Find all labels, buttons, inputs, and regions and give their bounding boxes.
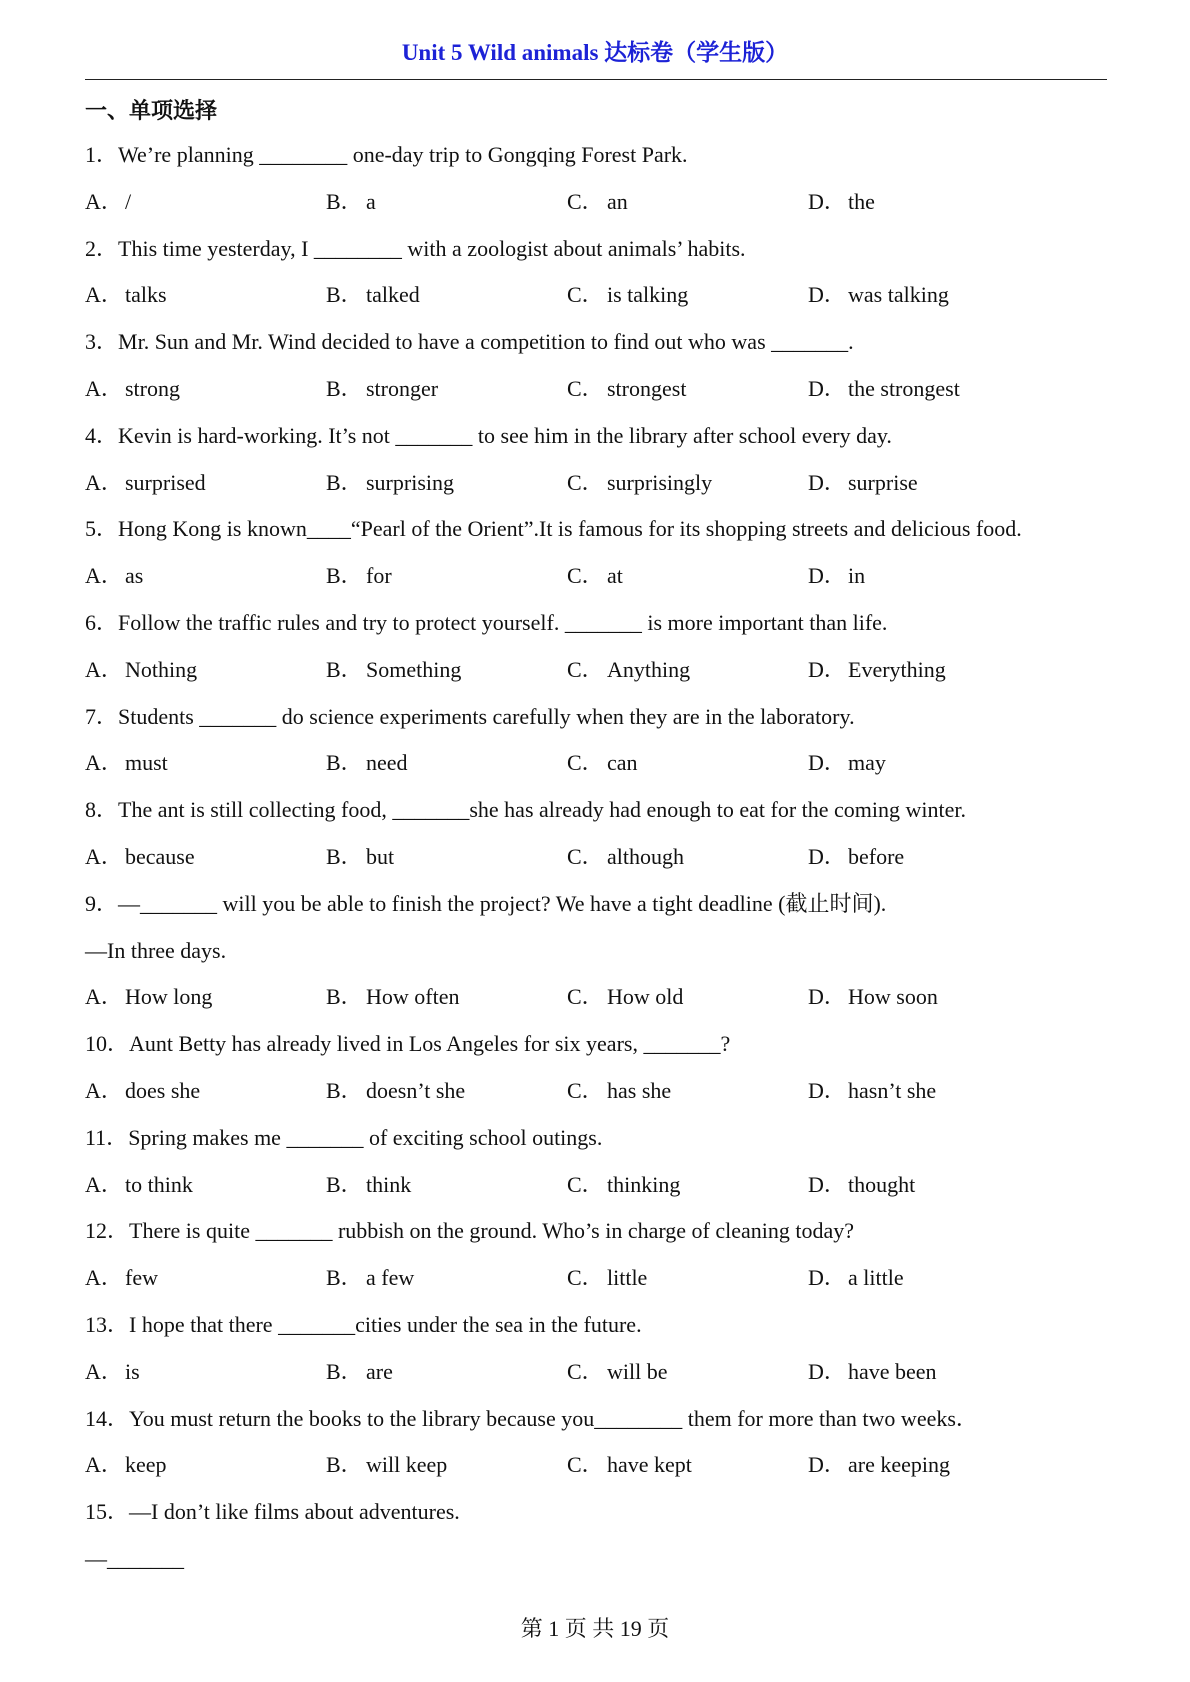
question-text: We’re planning ________ one-day trip to Gongqing Forest Park. (118, 142, 688, 167)
option-letter: D． (808, 563, 846, 589)
option-letter: D． (808, 375, 846, 401)
option-letter: A． (85, 750, 123, 776)
option-letter: A． (85, 188, 123, 214)
option-letter: A． (85, 563, 123, 589)
answer-option[interactable] (326, 1170, 567, 1217)
answer-option[interactable] (808, 374, 1049, 421)
option-text: may (848, 750, 886, 776)
option-text: the strongest (848, 375, 960, 401)
option-letter: D． (808, 282, 846, 308)
answer-options (85, 748, 1115, 795)
option-letter: C． (567, 188, 604, 214)
answer-option[interactable] (85, 1076, 326, 1123)
section-heading: 一、单项选择 (85, 98, 218, 123)
option-letter: A． (85, 1077, 123, 1103)
option-text: doesn’t she (366, 1077, 466, 1103)
question-stem (85, 514, 1115, 561)
option-text: keep (125, 1452, 167, 1478)
answer-option[interactable] (85, 842, 326, 889)
answer-options (85, 842, 1115, 889)
question-text: Follow the traffic rules and try to protect yourself. _______ is more important than life. (118, 609, 888, 635)
option-text: a little (848, 1265, 904, 1291)
option-letter: B． (326, 375, 363, 401)
answer-options (85, 561, 1115, 608)
option-letter: D． (808, 750, 846, 776)
answer-option[interactable] (85, 1263, 326, 1310)
question-stem (85, 702, 1115, 749)
question-number: 13． (85, 1311, 130, 1337)
answer-option[interactable] (326, 748, 567, 795)
option-letter: C． (567, 843, 604, 869)
question-stem (85, 889, 1115, 936)
answer-options (85, 1170, 1115, 1217)
option-letter: D． (808, 1452, 846, 1478)
question-text: There is quite _______ rubbish on the ground. Who’s in charge of cleaning today? (129, 1218, 855, 1244)
option-letter: A． (85, 843, 123, 869)
answer-options (85, 374, 1115, 421)
question-stem (85, 140, 1115, 187)
answer-option[interactable] (808, 842, 1049, 889)
question-text: You must return the books to the library because you________ them for more than two weeks． (129, 1405, 978, 1431)
question-dialogue-line: —_______ (85, 1545, 184, 1571)
option-text: little (607, 1265, 648, 1291)
answer-option[interactable] (567, 187, 808, 234)
question-number: 14． (85, 1405, 130, 1431)
answer-options (85, 187, 1115, 234)
option-text: will be (607, 1358, 668, 1384)
option-text: surprising (366, 469, 454, 495)
answer-option[interactable] (567, 1076, 808, 1123)
option-text: must (125, 750, 168, 776)
question-number: 8． (85, 797, 119, 823)
option-text: to think (125, 1171, 193, 1197)
option-letter: D． (808, 984, 846, 1010)
option-text: although (607, 843, 684, 869)
option-letter: A． (85, 984, 123, 1010)
option-text: hasn’t she (848, 1077, 937, 1103)
answer-option[interactable] (567, 982, 808, 1029)
answer-option[interactable] (326, 468, 567, 515)
option-letter: B． (326, 469, 363, 495)
option-text: because (125, 843, 195, 869)
option-text: Everything (848, 656, 946, 682)
option-letter: D． (808, 843, 846, 869)
answer-option[interactable] (808, 1076, 1049, 1123)
option-letter: A． (85, 282, 123, 308)
option-text: have kept (607, 1452, 692, 1478)
option-letter: D． (808, 1171, 846, 1197)
option-letter: C． (567, 563, 604, 589)
question-text: —I don’t like films about adventures. (129, 1499, 460, 1525)
question-text: The ant is still collecting food, _______she has already had enough to eat for the coming winter. (118, 797, 967, 823)
option-letter: B． (326, 1452, 363, 1478)
option-letter: D． (808, 1265, 846, 1291)
option-text: How soon (848, 984, 938, 1010)
question-number: 15． (85, 1499, 130, 1525)
answer-option[interactable] (808, 1450, 1049, 1497)
answer-option[interactable] (85, 280, 326, 327)
answer-option[interactable] (567, 655, 808, 702)
option-text: will keep (366, 1452, 448, 1478)
option-letter: C． (567, 1171, 604, 1197)
option-text: have been (848, 1358, 937, 1384)
option-text: but (366, 843, 395, 869)
answer-option[interactable] (567, 1450, 808, 1497)
option-text: does she (125, 1077, 201, 1103)
answer-option[interactable] (85, 374, 326, 421)
question-text: Hong Kong is known____“Pearl of the Orient”.It is famous for its shopping streets and delicious food. (118, 516, 1022, 542)
question-stem (85, 327, 1115, 374)
header-divider (85, 79, 1107, 80)
option-letter: B． (326, 656, 363, 682)
answer-option[interactable] (567, 468, 808, 515)
answer-option[interactable] (326, 374, 567, 421)
option-text: in (848, 563, 866, 589)
option-letter: B． (326, 750, 363, 776)
question-stem (85, 1497, 1115, 1544)
question-text: This time yesterday, I ________ with a zoologist about animals’ habits. (118, 235, 746, 261)
option-text: / (125, 188, 132, 214)
option-letter: D． (808, 469, 846, 495)
option-text: surprisingly (607, 469, 713, 495)
question-number: 6． (85, 609, 119, 635)
question-number: 4． (85, 422, 119, 448)
option-letter: A． (85, 469, 123, 495)
answer-option[interactable] (85, 748, 326, 795)
option-letter: B． (326, 843, 363, 869)
option-text: an (607, 188, 628, 214)
answer-option[interactable] (808, 280, 1049, 327)
answer-option[interactable] (567, 1263, 808, 1310)
answer-option[interactable] (808, 1170, 1049, 1217)
answer-option[interactable] (567, 1170, 808, 1217)
option-letter: C． (567, 1077, 604, 1103)
answer-option[interactable] (808, 748, 1049, 795)
question-text: I hope that there _______cities under the sea in the future. (129, 1311, 642, 1337)
option-text: thought (848, 1171, 916, 1197)
answer-option[interactable] (326, 1076, 567, 1123)
option-text: the (848, 188, 875, 214)
option-letter: C． (567, 656, 604, 682)
option-text: Something (366, 656, 462, 682)
answer-option[interactable] (326, 280, 567, 327)
option-text: thinking (607, 1171, 681, 1197)
option-letter: B． (326, 1265, 363, 1291)
answer-option[interactable] (808, 1263, 1049, 1310)
answer-option[interactable] (808, 561, 1049, 608)
question-text: Students _______ do science experiments carefully when they are in the laboratory. (118, 703, 855, 729)
option-text: strongest (607, 375, 687, 401)
option-letter: C． (567, 984, 604, 1010)
answer-options (85, 468, 1115, 515)
option-text: before (848, 843, 905, 869)
option-text: at (607, 563, 623, 589)
question-list (85, 140, 1115, 1591)
answer-option[interactable] (326, 1450, 567, 1497)
option-text: How often (366, 984, 460, 1010)
answer-option[interactable] (567, 748, 808, 795)
answer-option[interactable] (85, 1450, 326, 1497)
option-letter: B． (326, 984, 363, 1010)
question-number: 1． (85, 142, 119, 167)
answer-option[interactable] (85, 982, 326, 1029)
option-text: a (366, 188, 376, 214)
answer-option[interactable] (808, 1357, 1049, 1404)
option-letter: B． (326, 1358, 363, 1384)
option-text: strong (125, 375, 180, 401)
question-stem (85, 234, 1115, 281)
answer-options (85, 1357, 1115, 1404)
option-letter: A． (85, 1265, 123, 1291)
answer-option[interactable] (808, 655, 1049, 702)
answer-option[interactable] (326, 655, 567, 702)
option-text: surprised (125, 469, 206, 495)
option-text: stronger (366, 375, 439, 401)
option-text: need (366, 750, 408, 776)
option-letter: D． (808, 188, 846, 214)
option-text: can (607, 750, 638, 776)
option-letter: C． (567, 1358, 604, 1384)
question-number: 7． (85, 703, 119, 729)
option-text: Nothing (125, 656, 198, 682)
answer-option[interactable] (326, 561, 567, 608)
option-letter: A． (85, 1171, 123, 1197)
option-letter: A． (85, 375, 123, 401)
question-stem (85, 1123, 1115, 1170)
option-text: for (366, 563, 392, 589)
question-number: 9． (85, 890, 119, 916)
answer-options (85, 655, 1115, 702)
question-stem (85, 1029, 1115, 1076)
answer-options (85, 1263, 1115, 1310)
question-text: Aunt Betty has already lived in Los Angeles for six years, _______? (129, 1031, 731, 1057)
option-text: few (125, 1265, 158, 1291)
option-text: How old (607, 984, 684, 1010)
question-number: 3． (85, 329, 119, 355)
answer-option[interactable] (567, 842, 808, 889)
option-letter: C． (567, 1265, 604, 1291)
option-letter: A． (85, 1452, 123, 1478)
question-number: 10． (85, 1031, 130, 1057)
option-letter: C． (567, 469, 604, 495)
option-letter: D． (808, 1358, 846, 1384)
option-letter: C． (567, 375, 604, 401)
option-text: Anything (607, 656, 691, 682)
option-text: as (125, 563, 144, 589)
answer-option[interactable] (567, 280, 808, 327)
question-number: 2． (85, 235, 119, 261)
option-text: is (125, 1358, 140, 1384)
answer-option[interactable] (85, 468, 326, 515)
option-letter: B． (326, 282, 363, 308)
answer-option[interactable] (808, 187, 1049, 234)
answer-option[interactable] (326, 1357, 567, 1404)
option-letter: C． (567, 282, 604, 308)
option-text: has she (607, 1077, 672, 1103)
question-text: Spring makes me _______ of exciting school outings. (128, 1124, 603, 1150)
answer-option[interactable] (85, 561, 326, 608)
option-text: think (366, 1171, 412, 1197)
page-title: Unit 5 Wild animals 达标卷（学生版） (401, 40, 789, 65)
option-letter: A． (85, 1358, 123, 1384)
answer-option[interactable] (808, 982, 1049, 1029)
question-stem (85, 795, 1115, 842)
option-text: How long (125, 984, 213, 1010)
question-dialogue-line: —In three days. (85, 937, 227, 963)
option-letter: B． (326, 1171, 363, 1197)
option-letter: A． (85, 656, 123, 682)
question-number: 5． (85, 516, 119, 542)
option-text: a few (366, 1265, 415, 1291)
answer-option[interactable] (85, 655, 326, 702)
answer-option[interactable] (326, 187, 567, 234)
option-letter: B． (326, 188, 363, 214)
answer-option[interactable] (85, 187, 326, 234)
question-stem (85, 1404, 1115, 1451)
option-letter: C． (567, 1452, 604, 1478)
option-text: are (366, 1358, 393, 1384)
answer-option[interactable] (326, 982, 567, 1029)
option-text: surprise (848, 469, 918, 495)
answer-options (85, 280, 1115, 327)
answer-option[interactable] (808, 468, 1049, 515)
option-text: is talking (607, 282, 689, 308)
question-text: Mr. Sun and Mr. Wind decided to have a competition to find out who was _______. (118, 329, 854, 355)
option-letter: D． (808, 1077, 846, 1103)
option-text: was talking (848, 282, 949, 308)
question-stem (85, 608, 1115, 655)
answer-options (85, 982, 1115, 1029)
question-number: 11． (85, 1124, 129, 1150)
question-stem (85, 1216, 1115, 1263)
answer-option[interactable] (567, 561, 808, 608)
answer-options (85, 1450, 1115, 1497)
answer-option[interactable] (326, 842, 567, 889)
question-number: 12． (85, 1218, 130, 1244)
option-text: talked (366, 282, 420, 308)
option-text: are keeping (848, 1452, 950, 1478)
option-letter: B． (326, 563, 363, 589)
question-text: —_______ will you be able to finish the project? We have a tight deadline (截止时间). (118, 890, 887, 916)
page-footer: 第 1 页 共 19 页 (520, 1616, 670, 1641)
question-stem (85, 1310, 1115, 1357)
answer-option[interactable] (567, 374, 808, 421)
answer-option[interactable] (326, 1263, 567, 1310)
answer-option[interactable] (567, 1357, 808, 1404)
option-letter: C． (567, 750, 604, 776)
answer-option[interactable] (85, 1357, 326, 1404)
option-letter: D． (808, 656, 846, 682)
option-letter: B． (326, 1077, 363, 1103)
option-text: talks (125, 282, 167, 308)
answer-options (85, 1076, 1115, 1123)
question-stem (85, 421, 1115, 468)
answer-option[interactable] (85, 1170, 326, 1217)
question-text: Kevin is hard-working. It’s not _______ to see him in the library after school every day. (118, 422, 892, 448)
